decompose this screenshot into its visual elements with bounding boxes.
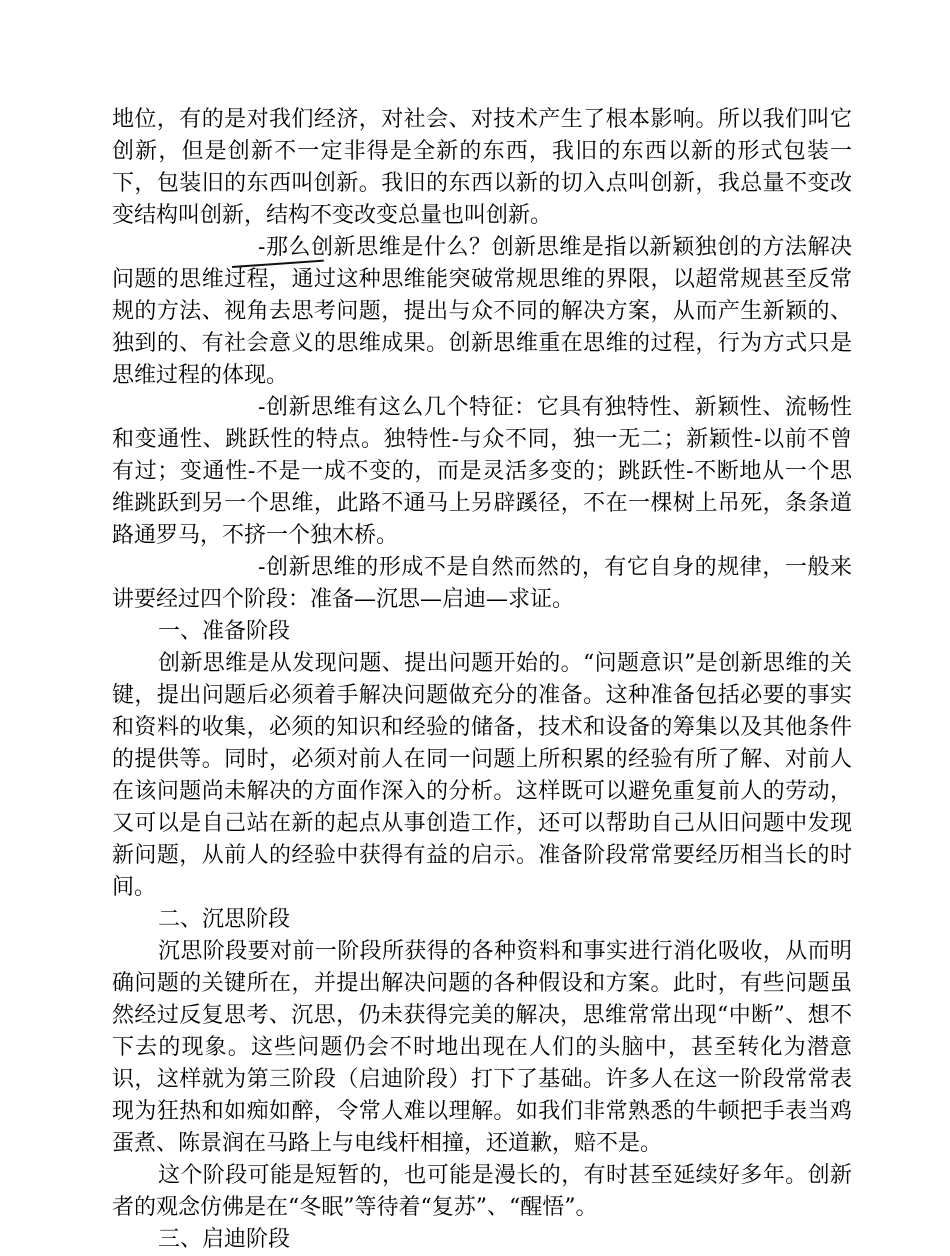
paragraph-prepare-stage: 创新思维是从发现问题、提出问题开始的。“问题意识”是创新思维的关键，提出问题后必须着手解决问题做充分的准备。这种准备包括必要的事实和资料的收集，必须的知识和经验的储备，技术和设备的筹集以及其他条件的提供等。同时，必须对前人在同一问题上所积累的经验有所了解、对前人在该问题尚未解决的方面作深入的分析。这样既可以避免重复前人的劳动，又可以是自己站在新的起点从事创造工作，还可以帮助自己从旧问题中发现新问题，从前人的经验中获得有益的启示。准备阶段常常要经历相当长的时间。 [112,651,852,900]
paragraph-stages: -创新思维的形成不是自然而然的，有它自身的规律，一般来讲要经过四个阶段：准备—沉思—启迪—求证。 [112,555,852,612]
heading-ponder-stage: 二、沉思阶段 [158,907,291,932]
paragraph-ponder-duration: 这个阶段可能是短暂的，也可能是漫长的，有时甚至延续好多年。创新者的观念仿佛是在“冬眠”等待着“复苏”、“醒悟”。 [112,1163,852,1220]
heading-prepare-stage: 一、准备阶段 [158,619,291,644]
heading-inspire-stage: 三、启迪阶段 [158,1227,291,1252]
paragraph-intro: 地位，有的是对我们经济，对社会、对技术产生了根本影响。所以我们叫它创新，但是创新不一定非得是全新的东西，我旧的东西以新的形式包装一下，包装旧的东西叫创新。我旧的东西以新的切入点叫创新，我总量不变改变结构叫创新，结构不变改变总量也叫创新。 [112,107,852,228]
document-body [112,104,852,1256]
paragraph-ponder-stage: 沉思阶段要对前一阶段所获得的各种资料和事实进行消化吸收，从而明确问题的关键所在，并提出解决问题的各种假设和方案。此时，有些问题虽然经过反复思考、沉思，仍未获得完美的解决，思维常常出现“中断”、想不下去的现象。这些问题仍会不时地出现在人们的头脑中，甚至转化为潜意识，这样就为第三阶段（启迪阶段）打下了基础。许多人在这一阶段常常表现为狂热和如痴如醉，令常人难以理解。如我们非常熟悉的牛顿把手表当鸡蛋煮、陈景润在马路上与电线杆相撞，还道歉，赔不是。 [112,939,852,1156]
paragraph-features: -创新思维有这么几个特征：它具有独特性、新颖性、流畅性和变通性、跳跃性的特点。独特性-与众不同，独一无二；新颖性-以前不曾有过；变通性-不是一成不变的，而是灵活多变的；跳跃性-不断地从一个思维跳跃到另一个思维，此路不通马上另辟蹊径，不在一棵树上吊死，条条道路通罗马，不挤一个独木桥。 [112,395,852,548]
paragraph-definition: -那么创新思维是什么？创新思维是指以新颖独创的方法解决问题的思维过程，通过这种思维能突破常规思维的界限，以超常规甚至反常规的方法、视角去思考问题，提出与众不同的解决方案，从而产生新颖的、独到的、有社会意义的思维成果。创新思维重在思维的过程，行为方式只是思维过程的体现。 [112,235,852,388]
